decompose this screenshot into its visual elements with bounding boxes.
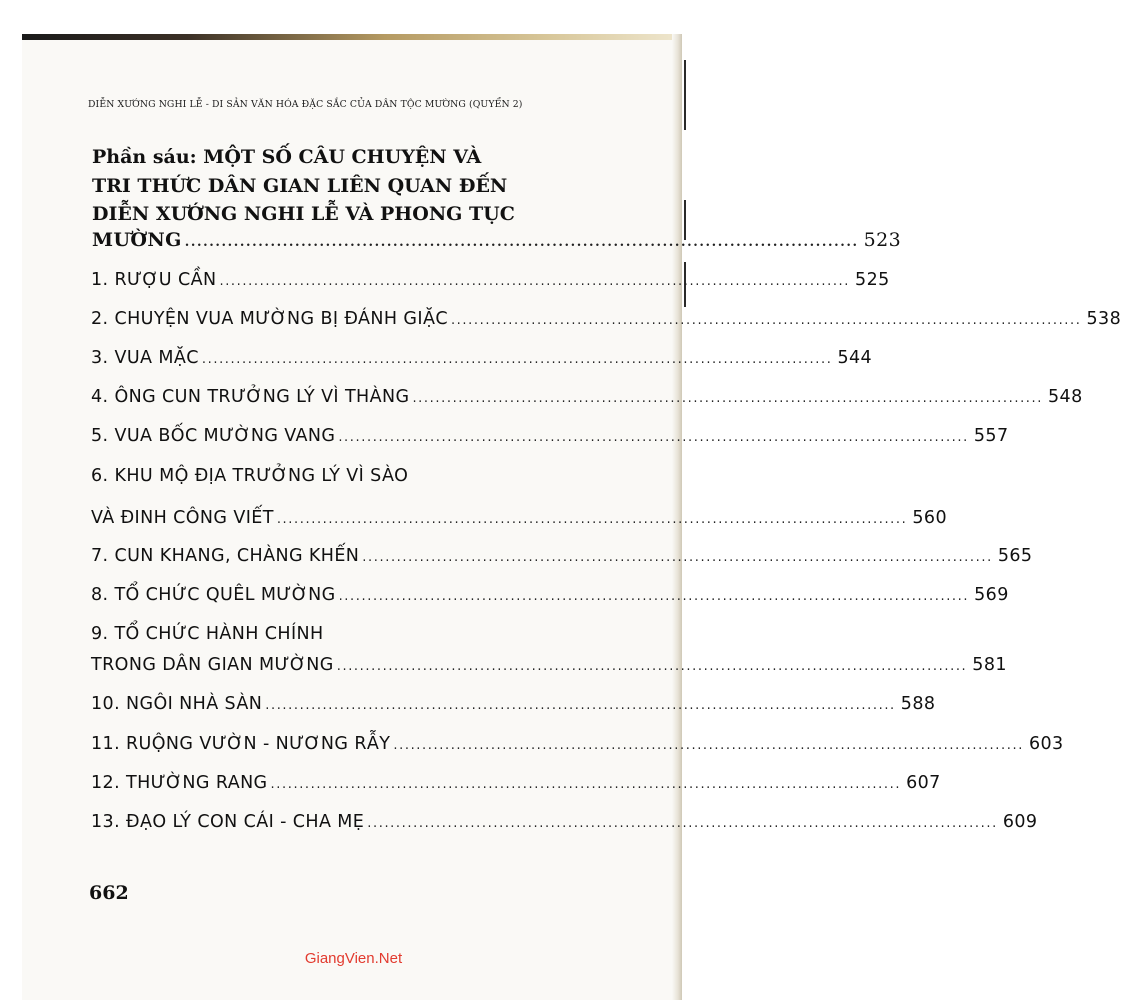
toc-entry[interactable] bbox=[91, 585, 1009, 605]
edge-mark bbox=[684, 60, 686, 130]
dot-leader: .............................................................................................................. bbox=[265, 698, 896, 713]
dot-leader: .............................................................................................................. bbox=[338, 589, 970, 604]
toc-entry[interactable] bbox=[91, 309, 1121, 329]
toc-entry-title: TRONG DÂN GIAN MƯỜNG bbox=[91, 655, 334, 675]
part-title bbox=[92, 143, 592, 229]
part-title-entry[interactable] bbox=[92, 229, 902, 251]
dot-leader: .............................................................................................................. bbox=[276, 512, 908, 527]
watermark: GiangVien.Net bbox=[304, 950, 403, 967]
dot-leader: .............................................................................................................. bbox=[270, 777, 902, 792]
part-title-line: Phần sáu: MỘT SỐ CÂU CHUYỆN VÀ bbox=[92, 146, 482, 168]
toc-entry-title: 1. RƯỢU CẦN bbox=[91, 270, 217, 290]
page-number: 538 bbox=[1086, 309, 1121, 329]
toc-entry-title: 11. RUỘNG VƯỜN - NƯƠNG RẪY bbox=[91, 734, 391, 754]
page-number: 565 bbox=[997, 546, 1033, 566]
toc-entry[interactable] bbox=[91, 270, 890, 290]
dot-leader: .............................................................................................................. bbox=[184, 235, 859, 250]
toc-entry-first-line[interactable] bbox=[91, 466, 586, 486]
toc-entry[interactable] bbox=[91, 546, 1033, 566]
toc-entry-title: 2. CHUYỆN VUA MƯỜNG BỊ ĐÁNH GIẶC bbox=[91, 309, 448, 329]
part-title-line: TRI THỨC DÂN GIAN LIÊN QUAN ĐẾN bbox=[92, 174, 508, 197]
page-number: 557 bbox=[973, 426, 1009, 446]
dot-leader: .............................................................................................................. bbox=[450, 313, 1082, 328]
toc-entry-title: 3. VUA MẶC bbox=[91, 348, 199, 368]
part-title-last-line: MƯỜNG bbox=[92, 229, 182, 251]
page-number: 525 bbox=[855, 270, 890, 290]
toc-entry[interactable] bbox=[91, 694, 936, 714]
toc-entry-title: 4. ÔNG CUN TRƯỞNG LÝ VÌ THÀNG bbox=[91, 387, 410, 407]
dot-leader: .............................................................................................................. bbox=[219, 274, 851, 289]
page-top-edge bbox=[22, 34, 682, 40]
toc-entry-first-line[interactable] bbox=[91, 624, 586, 644]
page-folio-number: 662 bbox=[89, 882, 129, 904]
page-number: 607 bbox=[906, 773, 941, 793]
page-number: 544 bbox=[837, 348, 873, 368]
dot-leader: .............................................................................................................. bbox=[338, 430, 969, 445]
page-number: 548 bbox=[1048, 387, 1083, 407]
dot-leader: .............................................................................................................. bbox=[336, 659, 968, 674]
toc-entry[interactable] bbox=[91, 655, 1007, 675]
page-number: 609 bbox=[1002, 812, 1038, 832]
page-number: 523 bbox=[863, 229, 902, 251]
toc-entry-title: 12. THƯỜNG RANG bbox=[91, 773, 268, 793]
edge-mark bbox=[684, 200, 686, 240]
toc-entry[interactable] bbox=[91, 508, 947, 528]
part-title-line: DIỄN XƯỚNG NGHI LỄ VÀ PHONG TỤC bbox=[92, 203, 515, 225]
toc-entry[interactable] bbox=[91, 348, 873, 368]
toc-entry[interactable] bbox=[91, 773, 941, 793]
toc-entry-title: 10. NGÔI NHÀ SÀN bbox=[91, 694, 263, 714]
toc-entry[interactable] bbox=[91, 387, 1083, 407]
toc-entry-title: VÀ ĐINH CÔNG VIẾT bbox=[91, 508, 274, 528]
toc-entry[interactable] bbox=[91, 426, 1009, 446]
toc-entry[interactable] bbox=[91, 812, 1038, 832]
toc-entry-title: 9. TỔ CHỨC HÀNH CHÍNH bbox=[91, 624, 324, 644]
page-number: 603 bbox=[1028, 734, 1064, 754]
page-number: 581 bbox=[972, 655, 1007, 675]
toc-entry-title: 5. VUA BỐC MƯỜNG VANG bbox=[91, 426, 336, 446]
dot-leader: .............................................................................................................. bbox=[393, 738, 1024, 753]
page-number: 560 bbox=[912, 508, 947, 528]
toc-entry-title: 6. KHU MỘ ĐỊA TRƯỞNG LÝ VÌ SÀO bbox=[91, 466, 409, 486]
page-number: 569 bbox=[974, 585, 1009, 605]
toc-entry-title: 8. TỔ CHỨC QUÊL MƯỜNG bbox=[91, 585, 336, 605]
running-header: DIỄN XƯỚNG NGHI LỄ - DI SẢN VĂN HÓA ĐẶC SẮC CỦA DÂN TỘC MƯỜNG (QUYỂN 2) bbox=[88, 99, 523, 110]
toc-entry[interactable] bbox=[91, 734, 1064, 754]
dot-leader: .............................................................................................................. bbox=[362, 550, 993, 565]
page-number: 588 bbox=[900, 694, 936, 714]
dot-leader: .............................................................................................................. bbox=[412, 391, 1043, 406]
dot-leader: .............................................................................................................. bbox=[367, 816, 998, 831]
toc-entry-title: 13. ĐẠO LÝ CON CÁI - CHA MẸ bbox=[91, 812, 365, 832]
toc-entry-title: 7. CUN KHANG, CHÀNG KHẾN bbox=[91, 546, 360, 566]
dot-leader: .............................................................................................................. bbox=[201, 352, 833, 367]
